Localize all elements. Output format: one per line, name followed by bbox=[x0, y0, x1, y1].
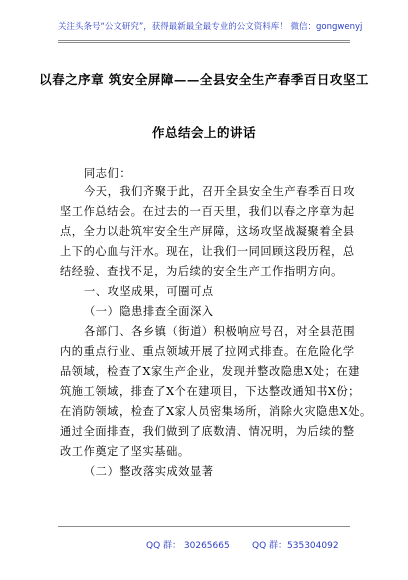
paragraph-line: 改工作奠定了坚实基础。 bbox=[60, 445, 190, 458]
paragraph-line: 各部门、各乡镇（街道）积极响应号召，对全县范围 bbox=[84, 325, 356, 338]
paragraph-line: 坚工作总结会。在过去的一百天里，我们以春之序章为起 bbox=[60, 205, 355, 218]
footer-qq-group-2: QQ 群：535304092 bbox=[252, 541, 339, 551]
header-banner: 关注头条号“公文研究”，获得最新最全最专业的公文资料库！ 微信：gongwenyj bbox=[58, 22, 363, 32]
document-title: 以春之序章 筑安全屏障——全县安全生产春季百日攻坚工 bbox=[39, 72, 369, 87]
subsection-heading: （二）整改落实成效显著 bbox=[84, 465, 214, 478]
paragraph-line: 在消防领域，检查了X家人员密集场所，消除火灾隐患X处。 bbox=[60, 405, 372, 418]
paragraph-line: 通过全面排查，我们做到了底数清、情况明，为后续的整 bbox=[60, 425, 355, 438]
paragraph-line: 上下的心血与汗水。现在，让我们一同回顾这段历程，总 bbox=[60, 245, 355, 258]
footer-qq-group-1: QQ 群： 30265665 bbox=[146, 541, 230, 551]
document-title-continued: 作总结会上的讲话 bbox=[151, 125, 256, 140]
paragraph-line: 结经验、查找不足，为后续的安全生产工作指明方向。 bbox=[60, 265, 343, 278]
paragraph-line: 内的重点行业、重点领域开展了拉网式排查。在危险化学 bbox=[60, 345, 355, 358]
section-heading: 一、攻坚成果，可圈可点 bbox=[84, 285, 214, 298]
paragraph-line: 筑施工领域，排查了X个在建项目，下达整改通知书X份； bbox=[60, 385, 361, 398]
header-divider bbox=[58, 40, 350, 41]
salutation: 同志们： bbox=[84, 167, 132, 180]
paragraph-line: 今天，我们齐聚于此，召开全县安全生产春季百日攻 bbox=[84, 185, 356, 198]
header-divider-thin bbox=[58, 42, 350, 43]
footer-divider bbox=[58, 526, 350, 527]
subsection-heading: （一）隐患排查全面深入 bbox=[84, 305, 214, 318]
paragraph-line: 点，全力以赴筑牢安全生产屏障，这场攻坚战凝聚着全县 bbox=[60, 225, 355, 238]
paragraph-line: 品领域，检查了X家生产企业，发现并整改隐患X处；在建 bbox=[60, 365, 361, 378]
